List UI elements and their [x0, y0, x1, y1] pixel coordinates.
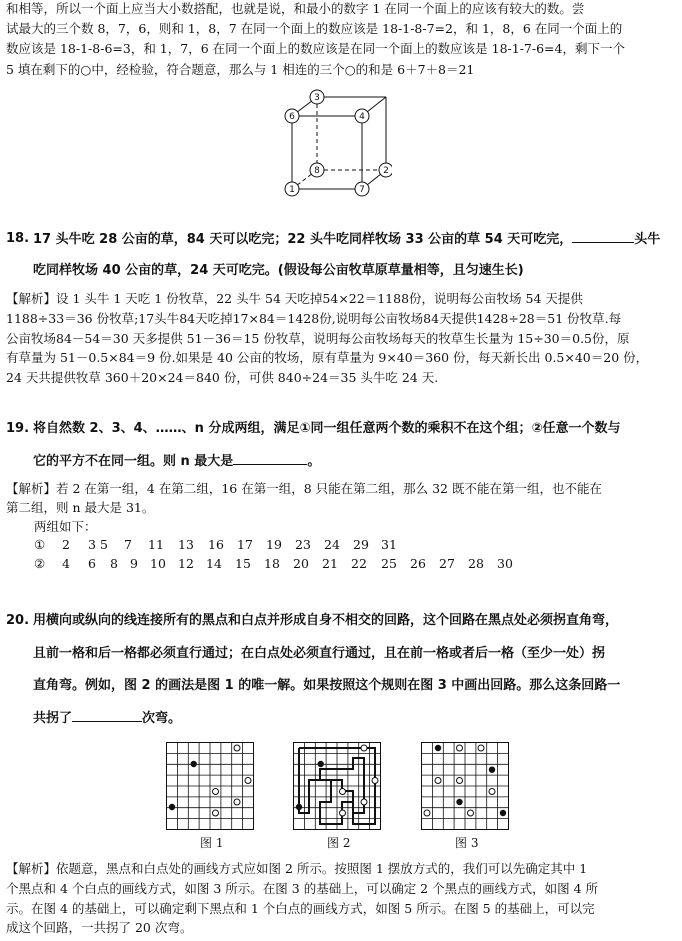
group-item: 24	[324, 537, 340, 552]
q20-answer-3: 示。在图 4 的基础上，可以确定剩下黑点和 1 个白点的画线方式，如图 5 所示。在图 5 的基础上，可以完	[6, 901, 595, 916]
q20-question-line-4	[33, 709, 181, 728]
q19-answer-1: 【解析】若 2 在第一组，4 在第二组，16 在第一组，8 只能在第二组，那么 32 既不能在第一组，也不能在	[6, 481, 602, 496]
figure-1-grid	[166, 742, 254, 830]
group-item: 20	[293, 556, 309, 571]
q20-answer-4: 成这个回路，一共拐了 20 次弯。	[6, 920, 193, 935]
q18-answer-1: 【解析】设 1 头牛 1 天吃 1 份牧草，22 头牛 54 天吃掉54×22＝1188份，说明每公亩牧场 54 天提供	[6, 291, 583, 306]
group-item: 7	[124, 537, 132, 552]
q19-answer-3: 两组如下：	[34, 519, 97, 534]
q20-question-line-2: 且前一格和后一格都必须直行通过；在白点处必须直行通过，且在前一格或者后一格（至少一处）拐	[33, 646, 606, 661]
intro-line-3: 数应该是 18-1-8-6=3，和 1，7，6 在同一个面上的数应该是在同一个面上的数应该是 18-1-7-6=4，剩下一个	[6, 41, 625, 56]
white-dot	[213, 810, 219, 816]
group-item: 11	[148, 537, 164, 552]
black-dot	[489, 767, 495, 773]
group-item: 18	[264, 556, 280, 571]
q18-question-line-1	[33, 230, 660, 249]
q20-number: 20.	[6, 613, 30, 628]
group-item: 19	[266, 537, 282, 552]
q18-number: 18.	[6, 231, 30, 246]
q18-question-line-2: 吃同样牧场 40 公亩的草，24 天可吃完。(假设每公亩牧草原草量相等，且匀速生长)	[33, 263, 524, 278]
group-item: 6	[88, 556, 96, 571]
q19-number: 19.	[6, 421, 30, 436]
cube-label: 2	[383, 166, 389, 176]
group-item: 21	[322, 556, 338, 571]
group-item: 5	[100, 537, 108, 552]
white-dot	[435, 778, 441, 784]
cube-label: 3	[314, 93, 320, 103]
intro-line-4: 5 填在剩下的○中，经检验，符合题意，那么与 1 相连的三个○的和是 6＋7＋8＝21	[6, 62, 475, 77]
group-item: 16	[208, 537, 224, 552]
q19-answer-blank[interactable]	[233, 452, 307, 465]
intro-line-2: 试最大的三个数 8，7，6，则和 1，8，7 在同一个面上的数应该是 18-1-8-7=2，和 1，8，6 在同一个面上的	[6, 21, 623, 36]
q20-text-4b: 次弯。	[142, 711, 182, 726]
group-item: 15	[235, 556, 251, 571]
group-item: 4	[62, 556, 70, 571]
group-item: 30	[497, 556, 513, 571]
cube-label: 4	[359, 112, 365, 122]
white-dot	[234, 799, 240, 805]
group-item: 28	[468, 556, 484, 571]
figure-2-caption: 图 2	[327, 836, 351, 850]
cube-label: 8	[314, 166, 320, 176]
group-item: 12	[178, 556, 194, 571]
q19-question-line-2	[33, 452, 320, 471]
white-dot	[340, 789, 346, 795]
white-dot	[468, 810, 474, 816]
white-dot	[245, 778, 251, 784]
q18-answer-2: 1188÷33＝36 份牧草;17头牛84天吃掉17×84＝1428份,说明每公亩牧场84天提供1428÷28＝51 份牧草.每	[6, 311, 622, 326]
q19-answer-2: 第二组，则 n 最大是 31。	[6, 500, 155, 515]
q20-answer-blank[interactable]	[72, 709, 142, 722]
group-item: ①	[34, 537, 46, 552]
group-item: 8	[110, 556, 118, 571]
q20-question-line-1: 用横向或纵向的线连接所有的黑点和白点并形成自身不相交的回路，这个回路在黑点处必须拐直角弯，	[33, 613, 619, 628]
white-dot	[234, 745, 240, 751]
white-dot	[478, 745, 484, 751]
black-dot	[191, 761, 197, 767]
figure-3-grid	[421, 742, 509, 830]
group-item: 26	[410, 556, 426, 571]
white-dot	[489, 789, 495, 795]
cube-label: 7	[359, 185, 365, 195]
q18-answer-4: 有草量为 51－0.5×84＝9 份.如果是 40 公亩的牧场，原有草量为 9×40＝360 份，每天新长出 0.5×40＝20 份，	[6, 350, 649, 365]
group-item: 29	[353, 537, 369, 552]
q19-question-line-1: 将自然数 2、3、4、……、n 分成两组，满足①同一组任意两个数的乘积不在这个组；②任意一个数与	[33, 421, 621, 436]
cube-label: 6	[289, 112, 295, 122]
black-dot	[318, 761, 324, 767]
group-item: 25	[381, 556, 397, 571]
q18-answer-blank[interactable]	[572, 230, 634, 243]
group-item: 14	[206, 556, 222, 571]
q19-group-1	[0, 537, 682, 555]
q19-group-2	[0, 556, 682, 574]
group-item: 23	[295, 537, 311, 552]
group-item: 10	[150, 556, 166, 571]
white-dot	[213, 789, 219, 795]
group-item: 2	[62, 537, 70, 552]
black-dot	[169, 804, 175, 810]
figure-2-grid	[293, 742, 381, 830]
figure-3-caption: 图 3	[455, 836, 479, 850]
group-item: 27	[439, 556, 455, 571]
group-item: 9	[130, 556, 138, 571]
group-item: 13	[178, 537, 194, 552]
white-dot	[372, 778, 378, 784]
white-dot	[457, 778, 463, 784]
q20-answer-1: 【解析】依题意，黑点和白点处的画线方式应如图 2 所示。按照图 1 摆放方式的，我们可以先确定其中 1	[6, 861, 588, 876]
black-dot	[296, 804, 302, 810]
q20-text-4a: 共拐了	[33, 711, 73, 726]
group-item: 3	[88, 537, 96, 552]
q18-answer-3: 公亩牧场84－54＝30 天多提供 51－36＝15 份牧草，说明每公亩牧场每天的牧草生长量为 15÷30＝0.5份，原	[6, 331, 630, 346]
white-dot	[340, 810, 346, 816]
q20-question-line-3: 直角弯。例如，图 2 的画法是图 1 的唯一解。如果按照这个规则在图 3 中画出回路。那么这条回路一	[33, 678, 621, 693]
q19-text-2b: 。	[307, 454, 321, 469]
black-dot	[500, 810, 506, 816]
q18-answer-5: 24 天共提供牧草 360＋20×24＝840 份，可供 840÷24＝35 头牛吃 24 天.	[6, 370, 439, 385]
black-dot	[456, 799, 462, 805]
group-item: ②	[34, 556, 46, 571]
cube-label: 1	[289, 185, 295, 195]
q18-text-1b: 头牛	[634, 232, 661, 247]
q20-answer-2: 个黑点和 4 个白点的画线方式，如图 3 所示。在图 3 的基础上，可以确定 2 个黑点的画线方式，如图 4 所	[6, 881, 599, 896]
intro-line-1: 和相等，所以一个面上应当大小数搭配，也就是说，和最小的数字 1 在同一个面上的应该有较大的数。尝	[6, 1, 585, 16]
group-item: 17	[237, 537, 253, 552]
black-dot	[435, 745, 441, 751]
figure-1-caption: 图 1	[200, 836, 224, 850]
white-dot	[361, 799, 367, 805]
group-item: 31	[381, 537, 397, 552]
q18-text-1: 17 头牛吃 28 公亩的草，84 天可以吃完；22 头牛吃同样牧场 33 公亩的草 54 天可吃完，	[33, 232, 573, 247]
q19-text-2: 它的平方不在同一组。则 n 最大是	[33, 454, 234, 469]
white-dot	[424, 810, 430, 816]
white-dot	[361, 745, 367, 751]
cube-figure	[276, 86, 392, 202]
group-item: 22	[351, 556, 367, 571]
white-dot	[457, 745, 463, 751]
